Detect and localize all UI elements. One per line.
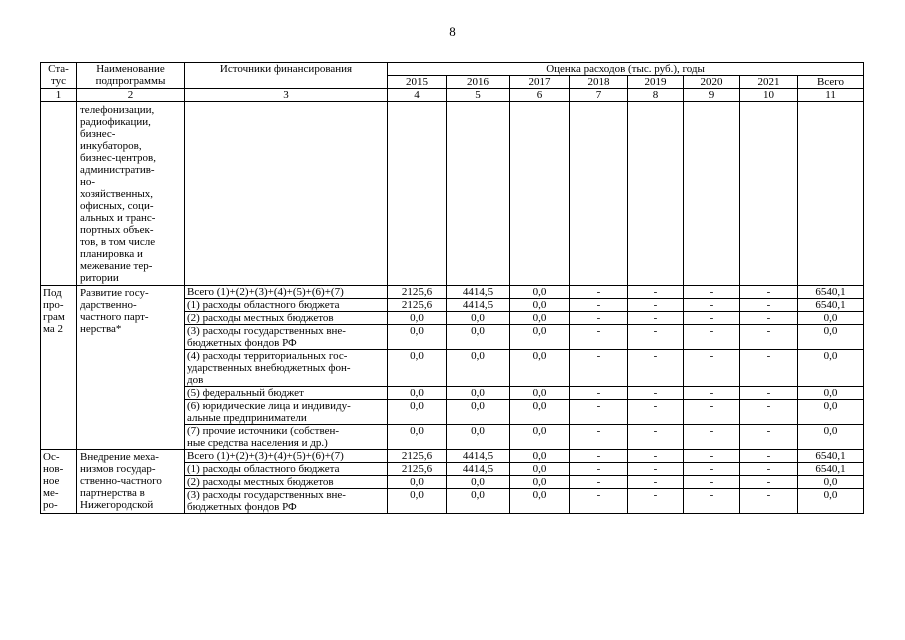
value-cell: 0,0 (447, 350, 510, 387)
value-cell: 0,0 (447, 476, 510, 489)
column-number: 8 (628, 89, 684, 102)
funding-source: (4) расходы территориальных гос- ударственных внебюджетных фон- дов (185, 350, 388, 387)
value-cell: - (740, 350, 798, 387)
value-cell: - (628, 400, 684, 425)
column-number: 11 (798, 89, 864, 102)
header-year-2019: 2019 (628, 76, 684, 89)
value-cell: - (684, 325, 740, 350)
value-cell: 0,0 (798, 312, 864, 325)
value-cell: - (628, 325, 684, 350)
value-cell: 0,0 (798, 350, 864, 387)
value-cell: - (628, 299, 684, 312)
value-cell: 6540,1 (798, 286, 864, 299)
value-cell: - (740, 312, 798, 325)
value-cell: 0,0 (510, 387, 570, 400)
value-cell: 0,0 (510, 299, 570, 312)
value-cell: - (684, 463, 740, 476)
value-cell: - (684, 425, 740, 450)
value-cell: 6540,1 (798, 450, 864, 463)
value-cell: - (740, 299, 798, 312)
value-cell: - (628, 387, 684, 400)
empty-cell (798, 102, 864, 286)
empty-cell (447, 102, 510, 286)
value-cell: - (740, 325, 798, 350)
value-cell: 4414,5 (447, 463, 510, 476)
section-status: Под про- грам ма 2 (41, 286, 77, 450)
value-cell: - (740, 425, 798, 450)
value-cell: 0,0 (510, 350, 570, 387)
value-cell: 4414,5 (447, 286, 510, 299)
funding-source: Всего (1)+(2)+(3)+(4)+(5)+(6)+(7) (185, 450, 388, 463)
header-year-2015: 2015 (388, 76, 447, 89)
empty-cell (570, 102, 628, 286)
column-number: 6 (510, 89, 570, 102)
value-cell: 2125,6 (388, 450, 447, 463)
value-cell: 4414,5 (447, 450, 510, 463)
value-cell: 0,0 (388, 400, 447, 425)
value-cell: - (570, 425, 628, 450)
empty-cell (684, 102, 740, 286)
value-cell: 0,0 (388, 476, 447, 489)
value-cell: - (740, 489, 798, 514)
header-sources: Источники финансирования (185, 63, 388, 89)
value-cell: - (684, 387, 740, 400)
column-number: 5 (447, 89, 510, 102)
header-year-2017: 2017 (510, 76, 570, 89)
funding-source: (2) расходы местных бюджетов (185, 312, 388, 325)
value-cell: 2125,6 (388, 299, 447, 312)
value-cell: 0,0 (388, 312, 447, 325)
value-cell: 4414,5 (447, 299, 510, 312)
section-name: Развитие госу- дарственно- частного парт- нерства* (77, 286, 185, 450)
header-column-numbers-row (41, 89, 864, 102)
column-number: 4 (388, 89, 447, 102)
value-cell: - (628, 350, 684, 387)
value-cell: 0,0 (388, 425, 447, 450)
funding-source: (3) расходы государственных вне- бюджетных фондов РФ (185, 325, 388, 350)
header-name: Наименование подпрограммы (77, 63, 185, 89)
funding-source: (1) расходы областного бюджета (185, 463, 388, 476)
value-cell: - (570, 476, 628, 489)
value-cell: 0,0 (447, 400, 510, 425)
value-cell: 0,0 (388, 387, 447, 400)
funding-source: Всего (1)+(2)+(3)+(4)+(5)+(6)+(7) (185, 286, 388, 299)
value-cell: - (628, 476, 684, 489)
value-cell: - (570, 325, 628, 350)
funding-source: (1) расходы областного бюджета (185, 299, 388, 312)
value-cell: 0,0 (798, 425, 864, 450)
value-cell: - (570, 312, 628, 325)
section-name: Внедрение меха- низмов государ- ственно-частного партнерства в Нижегородской (77, 450, 185, 514)
value-cell: - (740, 463, 798, 476)
value-cell: - (570, 286, 628, 299)
value-cell: 0,0 (447, 425, 510, 450)
header-status: Ста- тус (41, 63, 77, 89)
value-cell: 0,0 (388, 489, 447, 514)
continuation-source-cell (185, 102, 388, 286)
value-cell: 0,0 (510, 463, 570, 476)
value-cell: - (570, 450, 628, 463)
value-cell: 0,0 (388, 350, 447, 387)
value-cell: - (628, 489, 684, 514)
empty-cell (740, 102, 798, 286)
value-cell: 0,0 (798, 400, 864, 425)
empty-cell (510, 102, 570, 286)
value-cell: 6540,1 (798, 463, 864, 476)
value-cell: - (570, 387, 628, 400)
empty-cell (628, 102, 684, 286)
value-cell: - (740, 450, 798, 463)
value-cell: - (570, 463, 628, 476)
column-number: 1 (41, 89, 77, 102)
value-cell: - (740, 387, 798, 400)
value-cell: 0,0 (798, 325, 864, 350)
value-cell: - (684, 350, 740, 387)
budget-table (40, 62, 864, 514)
value-cell: 0,0 (510, 325, 570, 350)
page-number: 8 (449, 24, 456, 39)
value-cell: 0,0 (510, 476, 570, 489)
value-cell: - (684, 400, 740, 425)
value-cell: 6540,1 (798, 299, 864, 312)
value-cell: - (684, 299, 740, 312)
value-cell: 0,0 (510, 425, 570, 450)
value-cell: - (628, 312, 684, 325)
value-cell: 0,0 (447, 489, 510, 514)
value-cell: - (684, 489, 740, 514)
value-cell: - (570, 400, 628, 425)
continuation-status-cell (41, 102, 77, 286)
value-cell: - (740, 476, 798, 489)
funding-source: (3) расходы государственных вне- бюджетных фондов РФ (185, 489, 388, 514)
value-cell: - (570, 299, 628, 312)
header-year-2021: 2021 (740, 76, 798, 89)
column-number: 7 (570, 89, 628, 102)
value-cell: 0,0 (388, 325, 447, 350)
value-cell: 0,0 (798, 387, 864, 400)
funding-source: (5) федеральный бюджет (185, 387, 388, 400)
continuation-row (41, 102, 864, 286)
value-cell: - (570, 489, 628, 514)
value-cell: 0,0 (447, 325, 510, 350)
value-cell: - (684, 476, 740, 489)
value-cell: 2125,6 (388, 463, 447, 476)
value-cell: - (684, 286, 740, 299)
value-cell: - (684, 312, 740, 325)
value-cell: - (628, 425, 684, 450)
continuation-name-text: телефонизации, радиофикации, бизнес- инкубаторов, бизнес-центров, административ- но- хозяйственных, офисных, соци- альных и транс- портных объек- тов, в том числе планировка и межевание тер- ритории (77, 102, 185, 286)
value-cell: 2125,6 (388, 286, 447, 299)
value-cell: - (628, 463, 684, 476)
column-number: 10 (740, 89, 798, 102)
funding-source: (2) расходы местных бюджетов (185, 476, 388, 489)
header-year-2020: 2020 (684, 76, 740, 89)
value-cell: 0,0 (510, 489, 570, 514)
header-row-top (41, 63, 864, 76)
value-cell: - (628, 286, 684, 299)
value-cell: 0,0 (798, 489, 864, 514)
funding-source: (6) юридические лица и индивиду- альные предприниматели (185, 400, 388, 425)
section-status: Ос- нов- ное ме- ро- (41, 450, 77, 514)
funding-source: (7) прочие источники (собствен- ные средства населения и др.) (185, 425, 388, 450)
value-cell: - (684, 450, 740, 463)
column-number: 2 (77, 89, 185, 102)
table-row (41, 286, 864, 299)
header-estimate: Оценка расходов (тыс. руб.), годы (388, 63, 864, 76)
header-year-2016: 2016 (447, 76, 510, 89)
value-cell: 0,0 (510, 450, 570, 463)
header-year-total: Всего (798, 76, 864, 89)
header-year-2018: 2018 (570, 76, 628, 89)
empty-cell (388, 102, 447, 286)
value-cell: 0,0 (447, 387, 510, 400)
value-cell: - (570, 350, 628, 387)
value-cell: - (740, 400, 798, 425)
value-cell: - (740, 286, 798, 299)
value-cell: 0,0 (447, 312, 510, 325)
value-cell: 0,0 (798, 476, 864, 489)
table-row (41, 450, 864, 463)
value-cell: 0,0 (510, 286, 570, 299)
column-number: 3 (185, 89, 388, 102)
value-cell: 0,0 (510, 400, 570, 425)
value-cell: - (628, 450, 684, 463)
value-cell: 0,0 (510, 312, 570, 325)
column-number: 9 (684, 89, 740, 102)
